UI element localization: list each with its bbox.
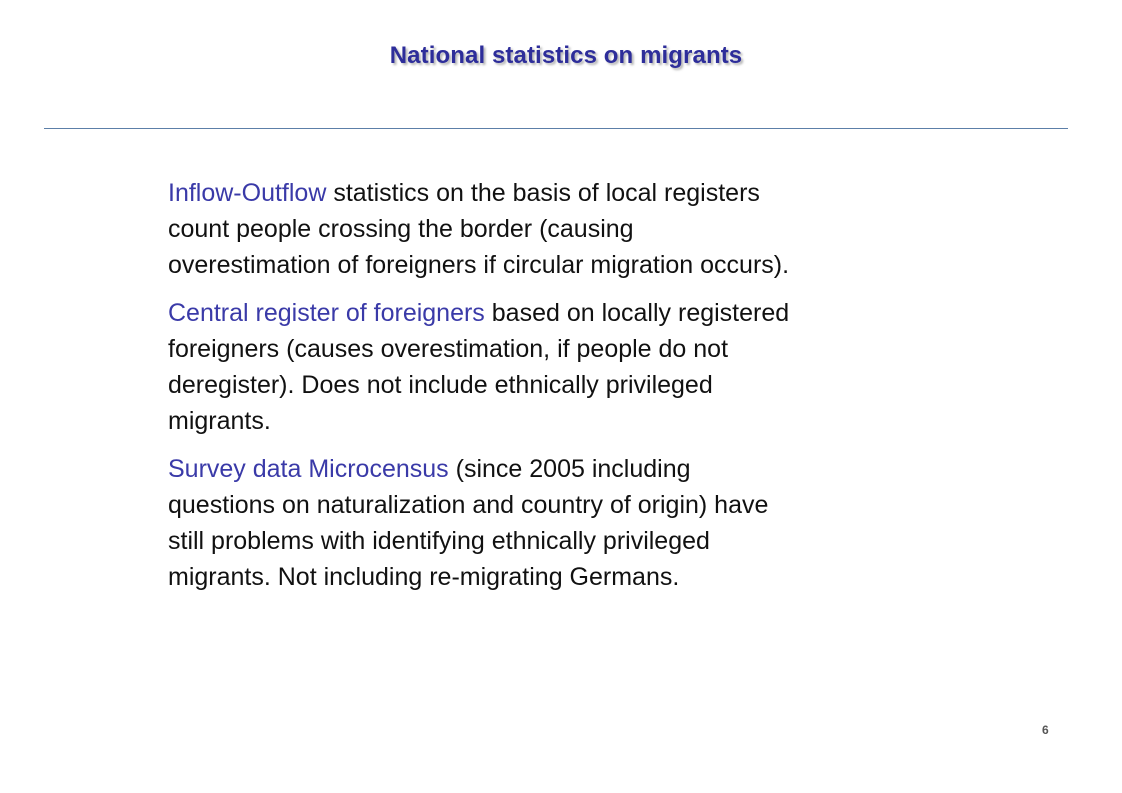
highlight-term: Central register of foreigners [168, 299, 485, 327]
paragraph-line: overestimation of foreigners if circular migration occurs). [168, 251, 790, 279]
paragraph-line: deregister). Does not include ethnically privileged [168, 371, 713, 399]
page-number: 6 [1042, 723, 1049, 737]
slide-body [168, 175, 998, 607]
paragraph-inflow-outflow [168, 175, 998, 283]
paragraph-line: migrants. Not including re-migrating Germans. [168, 563, 680, 591]
highlight-term: Inflow-Outflow [168, 179, 327, 207]
paragraph-survey-data [168, 451, 998, 595]
paragraph-line: count people crossing the border (causing [168, 215, 634, 243]
paragraph-line: foreigners (causes overestimation, if people do not [168, 335, 729, 363]
paragraph-line: (since 2005 including [448, 455, 691, 483]
paragraph-line: questions on naturalization and country of origin) have [168, 491, 769, 519]
paragraph-line: still problems with identifying ethnically privileged [168, 527, 710, 555]
paragraph-line: based on locally registered [484, 299, 790, 327]
slide-title: National statistics on migrants [389, 42, 743, 69]
paragraph-line: migrants. [168, 407, 271, 435]
paragraph-central-register [168, 295, 998, 439]
highlight-term: Survey data Microcensus [168, 455, 449, 483]
title-divider [44, 128, 1068, 129]
paragraph-line: statistics on the basis of local registers [326, 179, 760, 207]
